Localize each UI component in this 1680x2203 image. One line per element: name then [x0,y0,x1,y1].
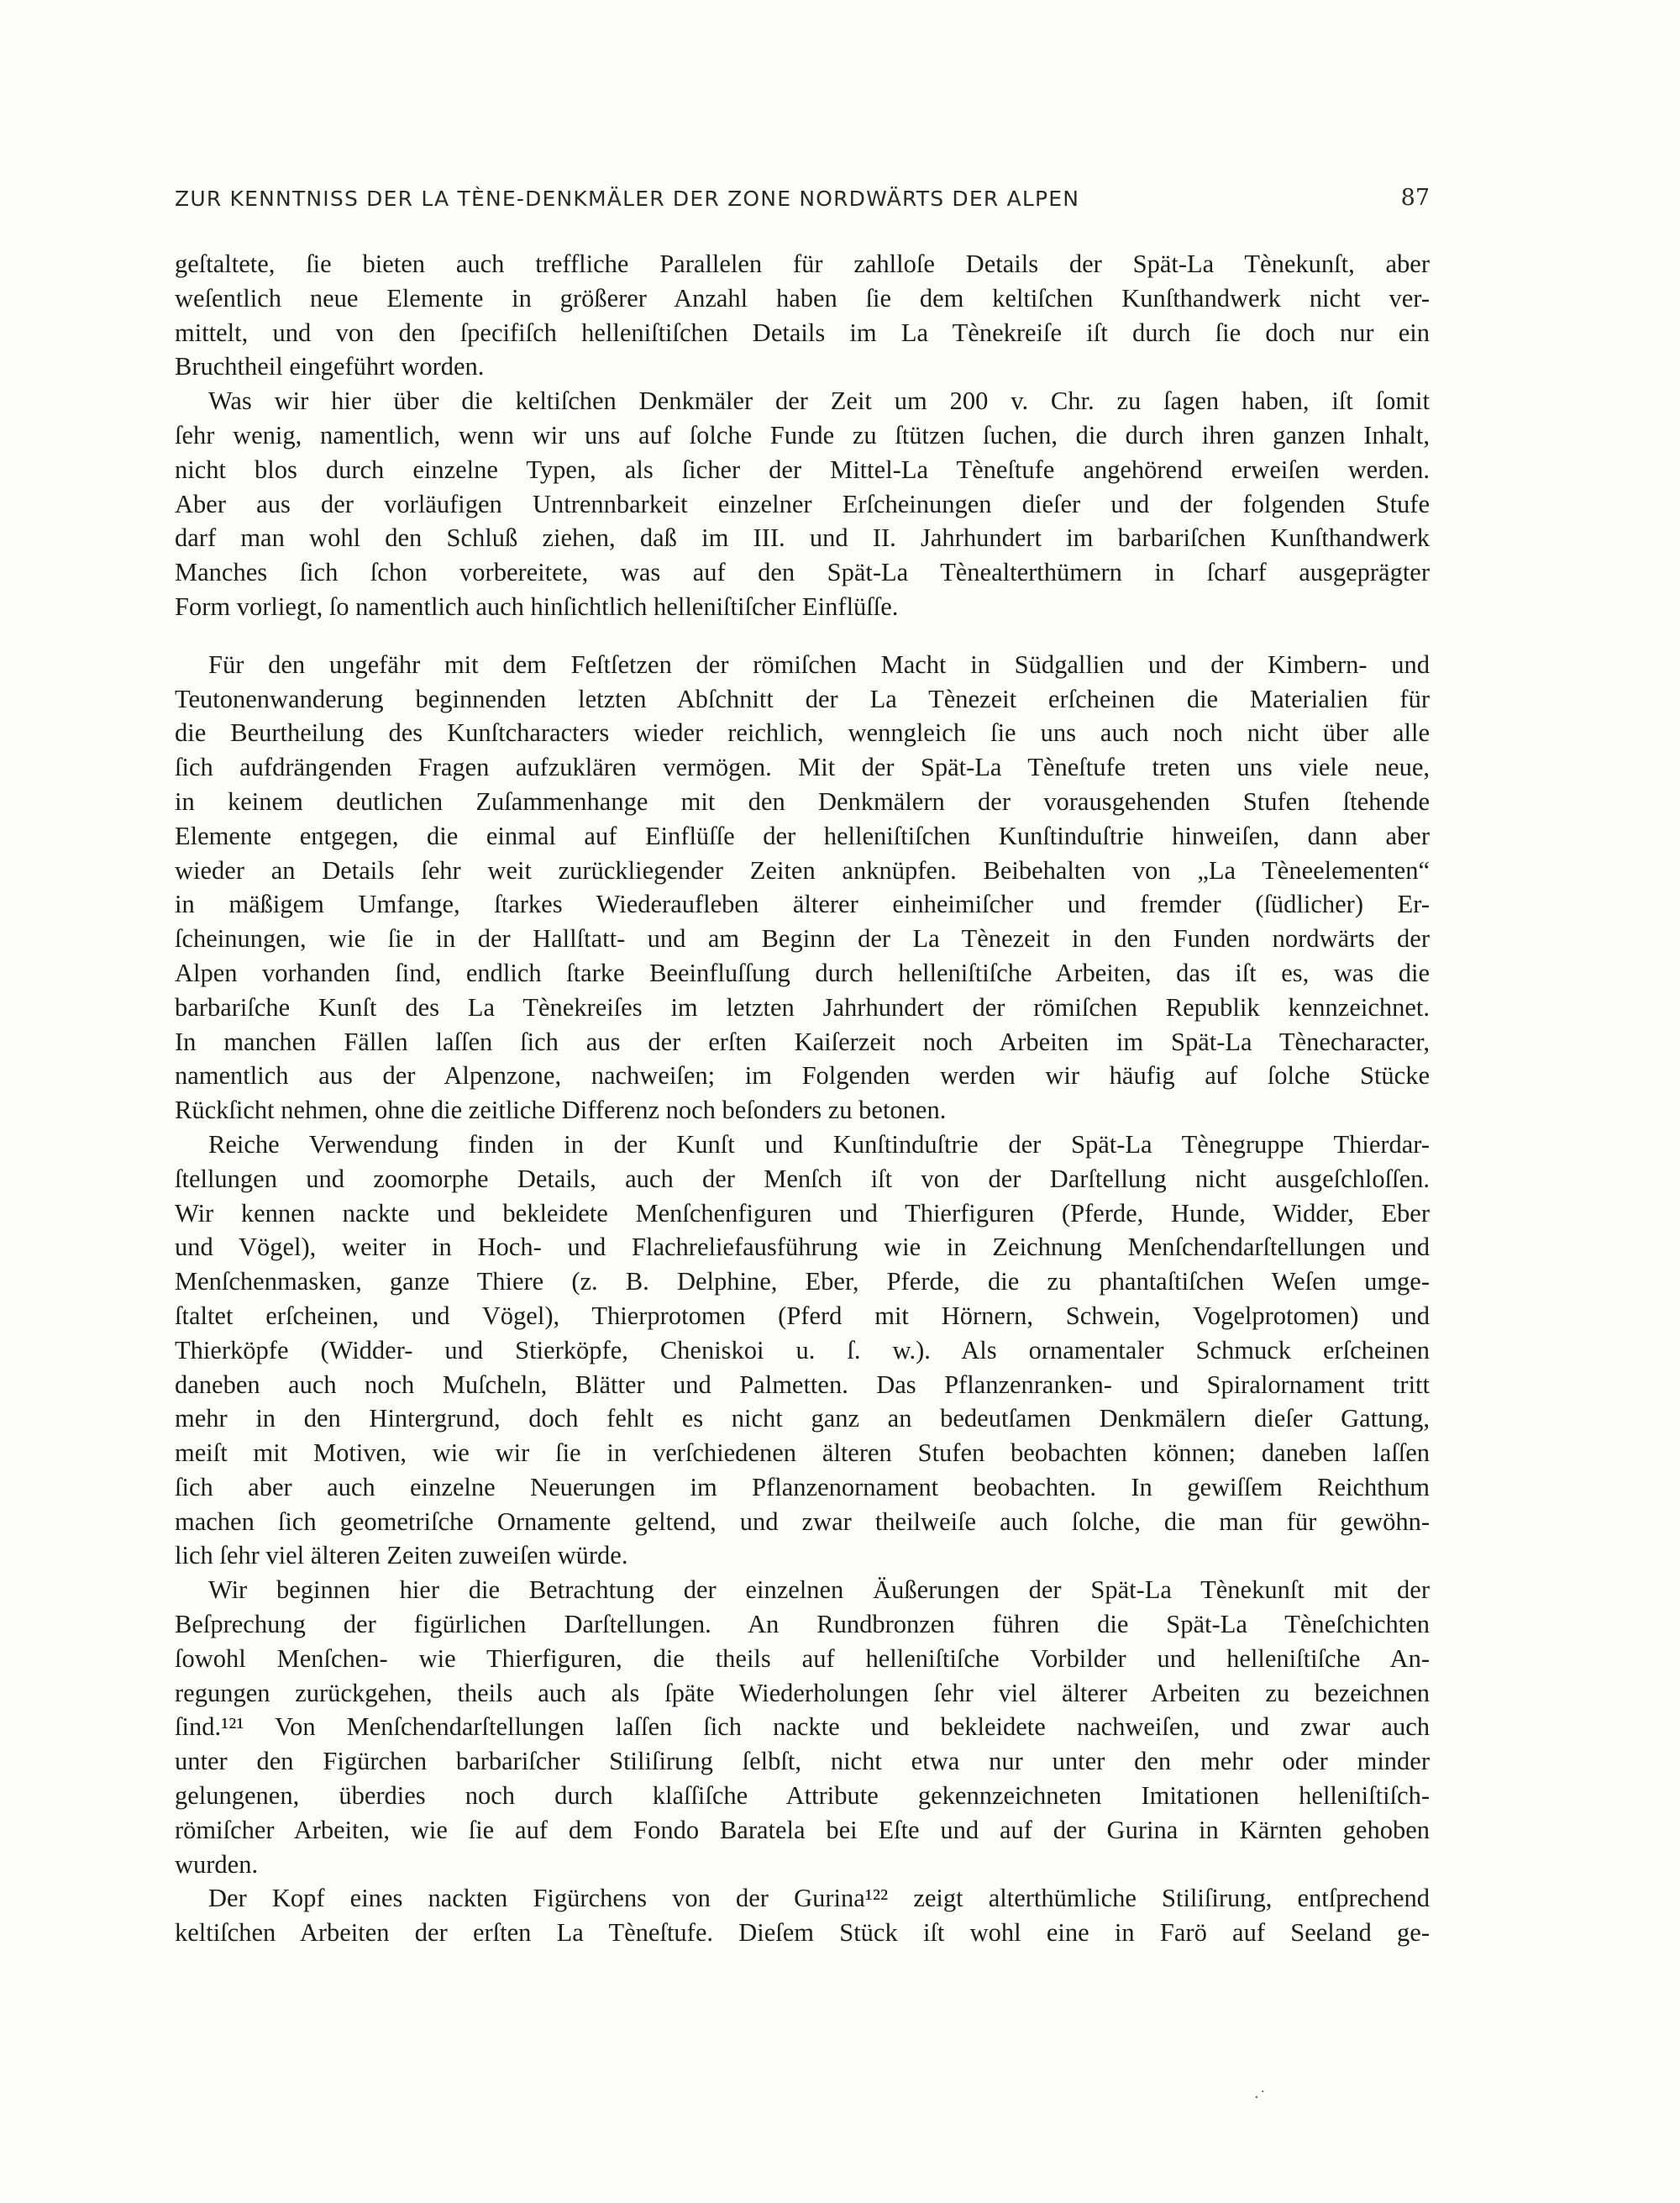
text-line: Manches ſich ſchon vorbereitete, was auf den Spät-La Tènealterthümern in ſcharf ausgeprägter [175,558,1430,587]
text-line: machen ſich geometriſche Ornamente geltend, und zwar theilweiſe auch ſolche, die man für gewöhn- [175,1506,1430,1536]
text-line: in mäßigem Umfange, ſtarkes Wiederaufleben älterer einheimiſcher und fremder (ſüdlicher) Er- [175,890,1430,919]
text-line: Bruchtheil eingeführt worden. [175,352,485,381]
text-line: gelungenen, überdies noch durch klaſſiſche Attribute gekennzeichneten Imitationen helleniſtiſch- [175,1781,1430,1811]
print-speck: ·˙ [1254,2089,1267,2106]
text-line: römiſcher Arbeiten, wie ſie auf dem Fondo Baratela bei Eſte und auf der Gurina in Kärnten gehoben [175,1815,1430,1844]
text-line: In manchen Fällen laſſen ſich aus der erſten Kaiſerzeit noch Arbeiten im Spät-La Tènecharacter, [175,1027,1430,1056]
text-line: unter den Figürchen barbariſcher Stiliſirung ſelbſt, nicht etwa nur unter den mehr oder minder [175,1747,1430,1776]
text-line: Wir beginnen hier die Betrachtung der einzelnen Äußerungen der Spät-La Tènekunſt mit der [208,1575,1430,1605]
text-line: ſich aber auch einzelne Neuerungen im Pflanzenornament beobachten. In gewiſſem Reichthum [175,1472,1430,1501]
text-line: Menſchenmasken, ganze Thiere (z. B. Delphine, Eber, Pferde, die zu phantaſtiſchen Weſen umge- [175,1267,1430,1296]
text-line: ſcheinungen, wie ſie in der Hallſtatt- und am Beginn der La Tènezeit in den Funden nordwärts der [175,924,1430,954]
text-line: daneben auch noch Muſcheln, Blätter und Palmetten. Das Pflanzenranken- und Spiralornament tritt [175,1370,1430,1399]
text-line: wurden. [175,1849,259,1879]
text-line: ſehr wenig, namentlich, wenn wir uns auf ſolche Funde zu ſtützen ſuchen, die durch ihren ganzen Inhalt, [175,420,1430,450]
text-line: mittelt, und von den ſpecifiſch helleniſtiſchen Details im La Tènekreiſe iſt durch ſie doch nur ein [175,318,1430,347]
text-line: Teutonenwanderung beginnenden letzten Abſchnitt der La Tènezeit erſcheinen die Materialien für [175,684,1430,713]
text-line: ſtellungen und zoomorphe Details, auch der Menſch iſt von der Darſtellung nicht ausgeſchloſſen. [175,1164,1430,1193]
text-line: und Vögel), weiter in Hoch- und Flachreliefausführung wie in Zeichnung Menſchendarſtellungen und [175,1233,1430,1262]
text-line: wieder an Details ſehr weit zurückliegender Zeiten anknüpfen. Beibehalten von „La Tèneelementen“ [175,855,1430,885]
page-number: 87 [1400,185,1430,211]
text-line: Wir kennen nackte und bekleidete Menſchenfiguren und Thierfiguren (Pferde, Hunde, Widder, Eber [175,1198,1430,1228]
text-line: mehr in den Hintergrund, doch fehlt es nicht ganz an bedeutſamen Denkmälern dieſer Gattung, [175,1404,1430,1433]
text-line: Für den ungefähr mit dem Feſtſetzen der römiſchen Macht in Südgallien und der Kimbern- und [208,649,1430,679]
text-line: Was wir hier über die keltiſchen Denkmäler der Zeit um 200 v. Chr. zu ſagen haben, iſt ſomit [208,386,1430,416]
text-line: Rückſicht nehmen, ohne die zeitliche Differenz noch beſonders zu betonen. [175,1096,947,1125]
text-line: Der Kopf eines nackten Figürchens von der Gurina¹²² zeigt alterthümliche Stiliſirung, entſprechend [208,1884,1430,1913]
text-line: geſtaltete, ſie bieten auch treffliche Parallelen für zahlloſe Details der Spät-La Tènekunſt, aber [175,250,1430,278]
text-line: barbariſche Kunſt des La Tènekreiſes im letzten Jahrhundert der römiſchen Republik kennzeichnet. [175,992,1430,1022]
text-line: die Beurtheilung des Kunſtcharacters wieder reichlich, wenngleich ſie uns auch noch nicht über alle [175,718,1430,748]
text-line: ſowohl Menſchen- wie Thierfiguren, die theils auf helleniſtiſche Vorbilder und helleniſtiſche An- [175,1643,1430,1673]
text-line: regungen zurückgehen, theils auch als ſpäte Wiederholungen ſehr viel älterer Arbeiten zu bezeichnen [175,1678,1430,1707]
text-line: weſentlich neue Elemente in größerer Anzahl haben ſie dem keltiſchen Kunſthandwerk nicht ver- [175,283,1430,313]
text-line: in keinem deutlichen Zuſammenhange mit den Denkmälern der vorausgehenden Stufen ſtehende [175,786,1430,816]
text-line: ſind.¹²¹ Von Menſchendarſtellungen laſſen ſich nackte und bekleidete nachweiſen, und zwar auch [175,1712,1430,1742]
text-line: darf man wohl den Schluß ziehen, daß im III. und II. Jahrhundert im barbariſchen Kunſthandwerk [175,523,1430,553]
running-head-title: ZUR KENNTNISS DER LA TÈNE-DENKMÄLER DER ZONE NORDWÄRTS DER ALPEN [175,187,1080,211]
text-line: namentlich aus der Alpenzone, nachweiſen; im Folgenden werden wir häufig auf ſolche Stücke [175,1061,1430,1091]
text-line: keltiſchen Arbeiten der erſten La Tèneſtufe. Dieſem Stück iſt wohl eine in Farö auf Seeland ge- [175,1918,1430,1948]
text-line: Thierköpfe (Widder- und Stierköpfe, Cheniskoi u. ſ. w.). Als ornamentaler Schmuck erſcheinen [175,1335,1430,1364]
text-line: Elemente entgegen, die einmal auf Einflüſſe der helleniſtiſchen Kunſtinduſtrie hinweiſen, dann aber [175,821,1430,850]
text-line: ſich aufdrängenden Fragen aufzuklären vermögen. Mit der Spät-La Tèneſtufe treten uns viele neue, [175,753,1430,782]
text-line: meiſt mit Motiven, wie wir ſie in verſchiedenen älteren Stufen beobachten können; daneben laſſen [175,1438,1430,1468]
text-line: nicht blos durch einzelne Typen, als ſicher der Mittel-La Tèneſtufe angehörend erweiſen werden. [175,455,1430,484]
text-line: Alpen vorhanden ſind, endlich ſtarke Beeinfluſſung durch helleniſtiſche Arbeiten, das iſt es, was die [175,958,1430,987]
text-line: Reiche Verwendung finden in der Kunſt und Kunſtinduſtrie der Spät-La Tènegruppe Thierdar- [208,1129,1430,1159]
text-line: ſtaltet erſcheinen, und Vögel), Thierprotomen (Pferd mit Hörnern, Schwein, Vogelprotomen) und [175,1301,1430,1330]
text-line: Beſprechung der figürlichen Darſtellungen. An Rundbronzen führen die Spät-La Tèneſchichten [175,1610,1430,1639]
text-line: lich ſehr viel älteren Zeiten zuweiſen würde. [175,1541,628,1570]
text-line: Aber aus der vorläufigen Untrennbarkeit einzelner Erſcheinungen dieſer und der folgenden Stufe [175,489,1430,518]
text-line: Form vorliegt, ſo namentlich auch hinſichtlich helleniſtiſcher Einflüſſe. [175,591,899,621]
section-gap [175,624,1430,648]
body-text [175,247,1430,1950]
